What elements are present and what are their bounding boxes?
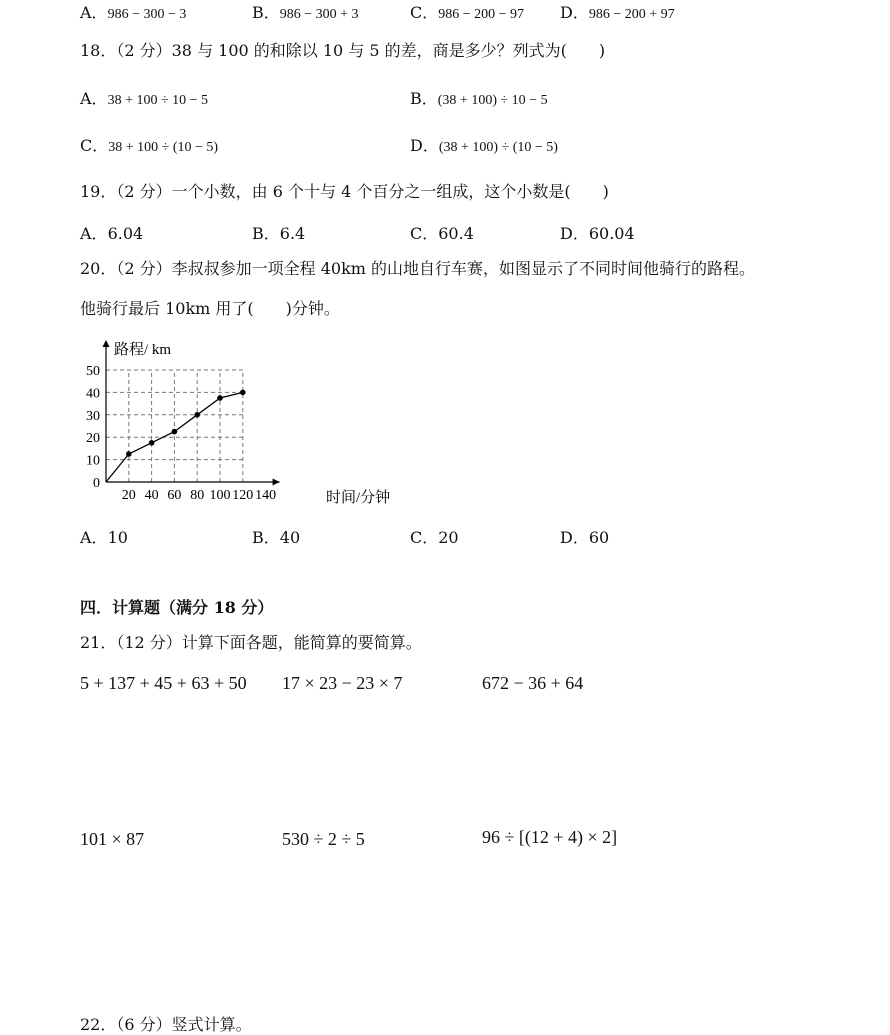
calc-item-3: 672 − 36 + 64 bbox=[482, 673, 584, 693]
option-letter: C． bbox=[80, 136, 109, 155]
q22-stem: 22．（6 分）竖式计算。 bbox=[80, 1015, 252, 1034]
option-letter: A． bbox=[80, 224, 108, 243]
option-value: 60.04 bbox=[588, 224, 635, 243]
calc-item-1: 5 + 137 + 45 + 63 + 50 bbox=[80, 673, 247, 693]
option-expr: (38 + 100) ÷ 10 − 5 bbox=[437, 93, 548, 108]
calc-item-4: 101 × 87 bbox=[80, 829, 145, 849]
calc-item-5: 530 ÷ 2 ÷ 5 bbox=[282, 829, 365, 849]
chart-data-point bbox=[126, 451, 132, 457]
q20-stem-line2: 他骑行最后 10km 用了( )分钟。 bbox=[80, 299, 340, 318]
chart-data-point bbox=[172, 429, 178, 435]
chart-data-point bbox=[194, 412, 200, 418]
option-value: 20 bbox=[438, 528, 459, 547]
chart-data-point bbox=[240, 390, 246, 396]
chart-y-axis-label: 路程/ km bbox=[114, 342, 172, 358]
chart-x-tick-label: 80 bbox=[190, 488, 205, 503]
option-expr: 986 − 200 + 97 bbox=[588, 7, 675, 22]
option-letter: C． bbox=[410, 3, 439, 22]
q19-option-a bbox=[80, 221, 143, 244]
option-letter: C． bbox=[410, 224, 439, 243]
option-expr: 986 − 300 + 3 bbox=[279, 7, 359, 22]
q19-option-d bbox=[560, 221, 635, 244]
chart-y-tick-label: 0 bbox=[93, 476, 100, 491]
option-letter: D． bbox=[560, 528, 589, 547]
chart-y-tick-label: 10 bbox=[86, 453, 100, 469]
q21-stem: 21．（12 分）计算下面各题，能简算的要简算。 bbox=[80, 633, 422, 652]
chart-x-tick-label: 120 bbox=[232, 488, 254, 503]
option-expr: 986 − 300 − 3 bbox=[107, 7, 187, 22]
q20-stem-line1: 20．（2 分）李叔叔参加一项全程 40km 的山地自行车赛，如图显示了不同时间他骑行的路程。 bbox=[80, 259, 756, 278]
option-expr: 986 − 200 − 97 bbox=[438, 7, 525, 22]
chart-data-point bbox=[149, 440, 155, 446]
chart-axes bbox=[103, 340, 280, 486]
option-letter: B． bbox=[252, 528, 280, 547]
option-expr: 38 + 100 ÷ (10 − 5) bbox=[108, 140, 219, 155]
q17-option-c bbox=[410, 0, 524, 23]
chart-x-tick-label: 60 bbox=[167, 488, 182, 503]
q19-option-b bbox=[252, 221, 305, 244]
option-value: 6.04 bbox=[107, 224, 144, 243]
option-value: 6.4 bbox=[279, 224, 306, 243]
distance-time-chart bbox=[80, 334, 410, 514]
q18-option-d bbox=[410, 133, 558, 156]
option-expr: 38 + 100 ÷ 10 − 5 bbox=[107, 93, 209, 108]
chart-x-tick-label: 20 bbox=[121, 488, 136, 503]
q20-option-c bbox=[410, 525, 459, 548]
option-value: 40 bbox=[279, 528, 301, 547]
q19-option-c bbox=[410, 221, 474, 244]
calc-item-6: 96 ÷ [(12 + 4) × 2] bbox=[482, 827, 618, 847]
q17-option-b bbox=[252, 0, 359, 23]
option-letter: A． bbox=[80, 528, 108, 547]
q20-option-b bbox=[252, 525, 300, 548]
option-value: 10 bbox=[107, 528, 128, 547]
chart-y-tick-label: 20 bbox=[86, 431, 100, 447]
option-letter: D． bbox=[410, 136, 439, 155]
option-expr: (38 + 100) ÷ (10 − 5) bbox=[438, 140, 558, 155]
option-letter: B． bbox=[410, 89, 438, 108]
chart-x-tick-label: 140 bbox=[255, 488, 277, 503]
option-letter: A． bbox=[80, 3, 108, 22]
chart-grid bbox=[106, 370, 243, 482]
q20-option-d bbox=[560, 525, 609, 548]
chart-x-axis-label: 时间/分钟 bbox=[326, 490, 391, 506]
option-value: 60.4 bbox=[438, 224, 474, 243]
calc-item-2: 17 × 23 − 23 × 7 bbox=[282, 673, 403, 693]
option-letter: B． bbox=[252, 224, 280, 243]
chart-x-tick-label: 40 bbox=[144, 488, 159, 503]
chart-x-tick-label: 100 bbox=[209, 488, 231, 503]
q18-option-a bbox=[80, 86, 208, 109]
chart-data-point bbox=[217, 395, 223, 401]
q18-option-b bbox=[410, 86, 548, 109]
q18-stem: 18．（2 分）38 与 100 的和除以 10 与 5 的差，商是多少？列式为( ) bbox=[80, 41, 606, 60]
chart-y-tick-label: 30 bbox=[86, 408, 100, 424]
chart-y-tick-label: 50 bbox=[86, 364, 100, 379]
option-letter: A． bbox=[80, 89, 108, 108]
q17-option-d bbox=[560, 0, 675, 23]
chart-series bbox=[106, 390, 246, 482]
q20-option-a bbox=[80, 525, 128, 548]
section-heading: 四．计算题（满分 18 分） bbox=[80, 598, 274, 617]
option-letter: D． bbox=[560, 3, 589, 22]
q19-stem: 19．（2 分）一个小数，由 6 个十与 4 个百分之一组成，这个小数是( ) bbox=[80, 182, 609, 201]
chart-x-axis-arrow bbox=[273, 479, 280, 486]
option-letter: C． bbox=[410, 528, 439, 547]
chart-y-tick-label: 40 bbox=[86, 386, 100, 402]
option-letter: B． bbox=[252, 3, 280, 22]
q18-option-c bbox=[80, 133, 218, 156]
option-value: 60 bbox=[588, 528, 610, 547]
q17-option-a bbox=[80, 0, 186, 23]
chart-y-axis-arrow bbox=[103, 340, 110, 347]
option-letter: D． bbox=[560, 224, 589, 243]
